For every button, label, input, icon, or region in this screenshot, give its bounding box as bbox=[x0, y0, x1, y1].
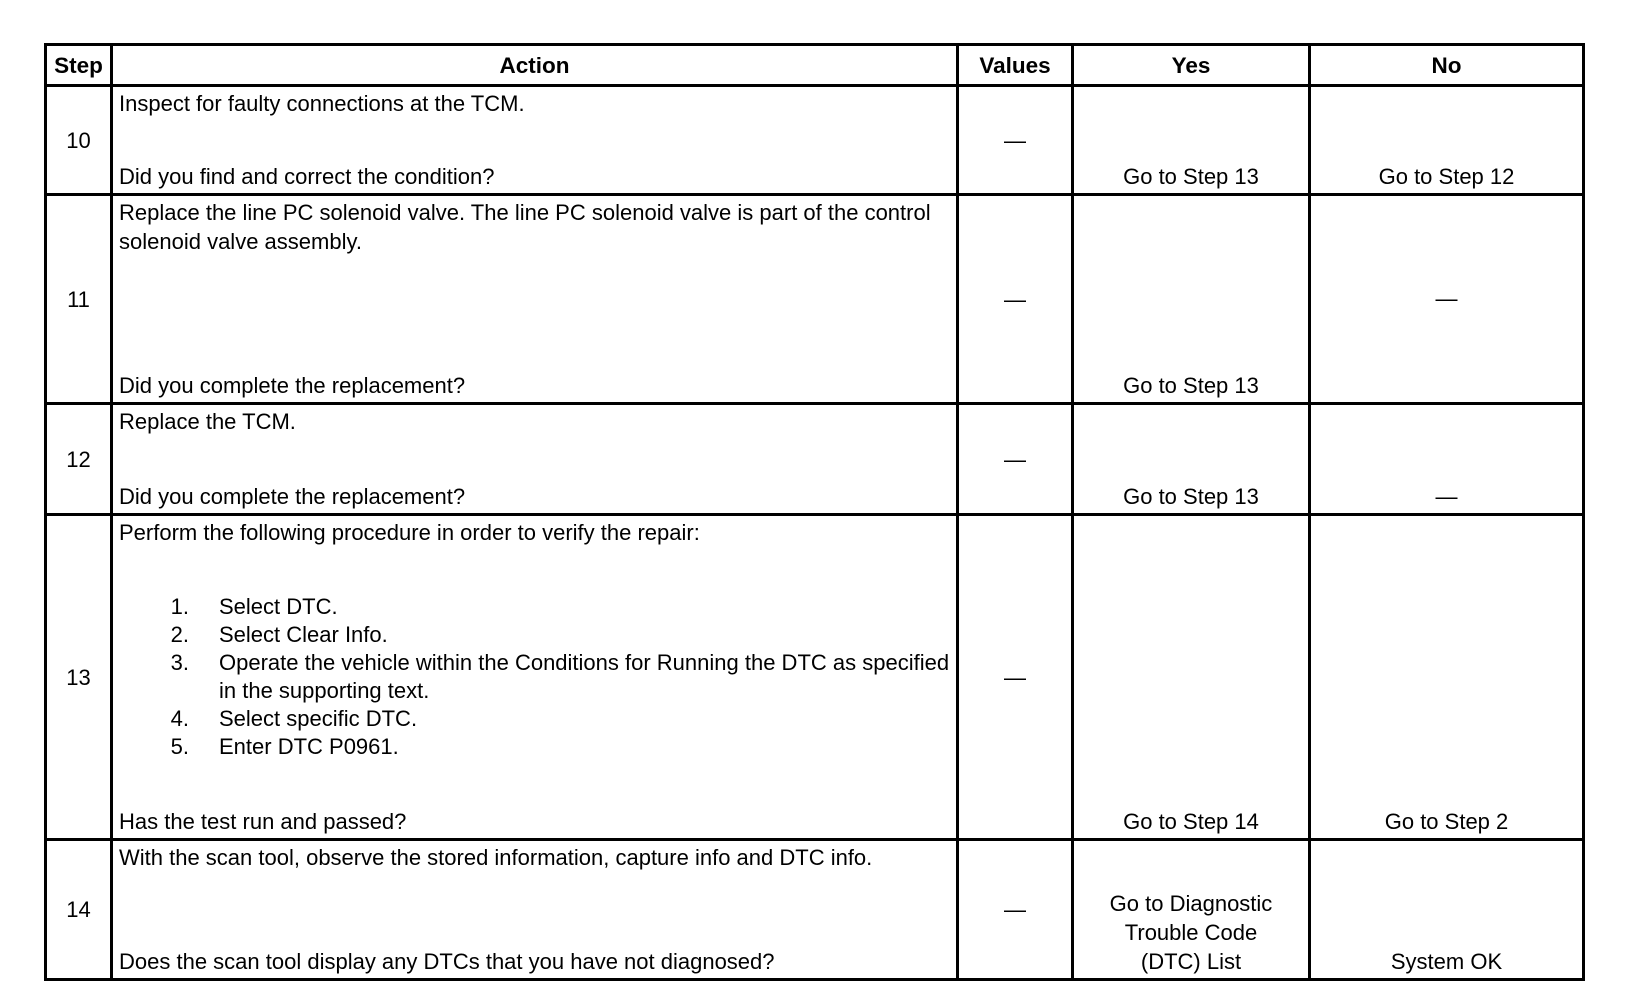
procedure-text: Select specific DTC. bbox=[219, 706, 418, 731]
no-cell: Go to Step 2 bbox=[1310, 515, 1584, 840]
table-row-step-11 bbox=[46, 195, 1584, 404]
yes-cell: Go to Step 14 bbox=[1073, 515, 1310, 840]
procedure-number: 2. bbox=[170, 622, 189, 647]
table-row-step-13 bbox=[46, 515, 1584, 840]
header-row bbox=[46, 45, 1584, 86]
action-question: Did you complete the replacement? bbox=[119, 484, 466, 509]
header-no: No bbox=[1310, 45, 1584, 86]
table-row-step-10 bbox=[46, 86, 1584, 195]
action-cell bbox=[112, 404, 958, 515]
action-instruction: With the scan tool, observe the stored information, capture info and DTC info. bbox=[119, 845, 873, 870]
action-question: Has the test run and passed? bbox=[119, 809, 407, 834]
header-step: Step bbox=[46, 45, 112, 86]
procedure-item bbox=[170, 621, 950, 649]
yes-cell: Go to Step 13 bbox=[1073, 404, 1310, 515]
action-cell bbox=[112, 86, 958, 195]
table-row-step-12 bbox=[46, 404, 1584, 515]
step-number: 13 bbox=[46, 515, 112, 840]
action-instruction: Perform the following procedure in order to verify the repair: bbox=[119, 520, 700, 545]
values-dash: — bbox=[1004, 897, 1026, 922]
procedure-item bbox=[170, 705, 950, 733]
action-question: Does the scan tool display any DTCs that you have not diagnosed? bbox=[119, 949, 775, 974]
values-cell bbox=[958, 195, 1073, 404]
no-cell: — bbox=[1310, 404, 1584, 515]
yes-cell: Go to Step 13 bbox=[1073, 195, 1310, 404]
values-dash: — bbox=[1004, 127, 1026, 153]
diagnostic-table bbox=[44, 43, 1585, 981]
procedure-number: 5. bbox=[170, 734, 189, 759]
step-number: 14 bbox=[46, 840, 112, 980]
table-row-step-14 bbox=[46, 840, 1584, 980]
procedure-text: Select Clear Info. bbox=[219, 622, 388, 647]
procedure-text: Enter DTC P0961. bbox=[219, 734, 399, 759]
header-yes: Yes bbox=[1073, 45, 1310, 86]
procedure-list bbox=[119, 593, 950, 761]
yes-cell: Go to Step 13 bbox=[1073, 86, 1310, 195]
header-action: Action bbox=[112, 45, 958, 86]
step-number: 10 bbox=[46, 86, 112, 195]
values-cell bbox=[958, 404, 1073, 515]
no-cell: System OK bbox=[1310, 840, 1584, 980]
procedure-text: Operate the vehicle within the Conditions for Running the DTC as specified in the supporting text. bbox=[219, 650, 950, 703]
step-number: 12 bbox=[46, 404, 112, 515]
values-dash: — bbox=[1004, 664, 1026, 690]
yes-cell: Go to Diagnostic Trouble Code (DTC) List bbox=[1073, 840, 1310, 980]
action-question: Did you find and correct the condition? bbox=[119, 164, 495, 189]
step-number: 11 bbox=[46, 195, 112, 404]
procedure-item bbox=[170, 649, 950, 705]
procedure-item bbox=[170, 733, 950, 761]
values-cell bbox=[958, 840, 1073, 980]
action-instruction: Replace the TCM. bbox=[119, 409, 296, 434]
action-cell bbox=[112, 195, 958, 404]
action-cell bbox=[112, 515, 958, 840]
procedure-text: Select DTC. bbox=[219, 594, 338, 619]
procedure-number: 4. bbox=[170, 706, 189, 731]
action-question: Did you complete the replacement? bbox=[119, 373, 466, 398]
no-cell: — bbox=[1310, 195, 1584, 404]
action-cell bbox=[112, 840, 958, 980]
header-values: Values bbox=[958, 45, 1073, 86]
procedure-number: 3. bbox=[170, 650, 189, 675]
values-dash: — bbox=[1004, 446, 1026, 472]
procedure-number: 1. bbox=[170, 594, 189, 619]
action-instruction: Inspect for faulty connections at the TCM. bbox=[119, 91, 525, 116]
action-instruction: Replace the line PC solenoid valve. The line PC solenoid valve is part of the control solenoid valve assembly. bbox=[119, 200, 931, 254]
values-cell bbox=[958, 86, 1073, 195]
values-dash: — bbox=[1004, 286, 1026, 312]
no-cell: Go to Step 12 bbox=[1310, 86, 1584, 195]
values-cell bbox=[958, 515, 1073, 840]
procedure-item bbox=[170, 593, 950, 621]
